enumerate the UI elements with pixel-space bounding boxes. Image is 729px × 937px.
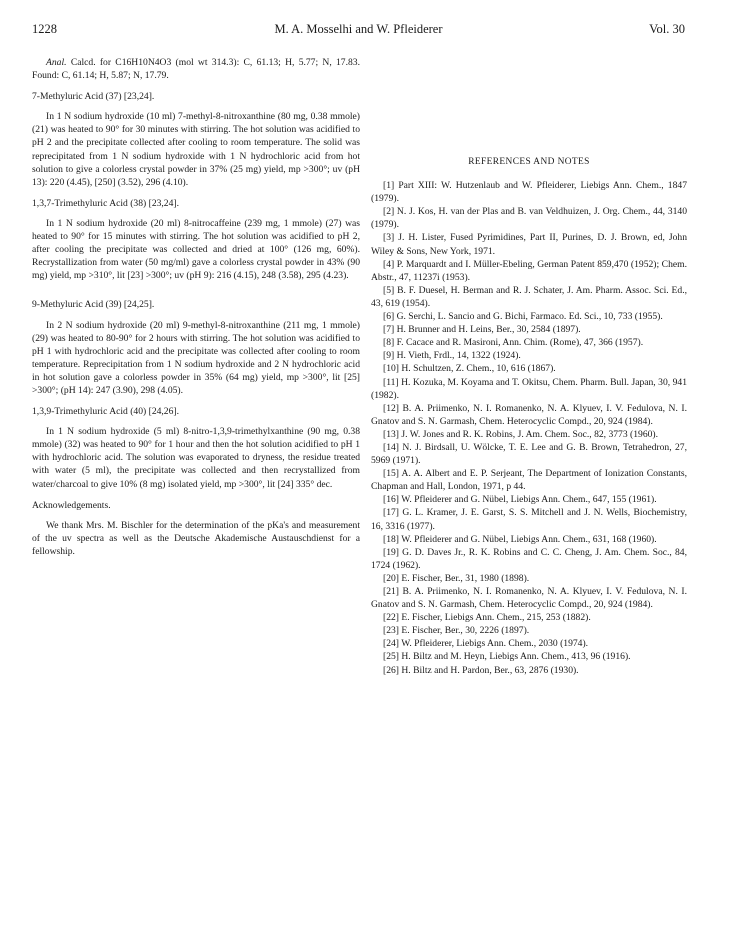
section-title: 7-Methyluric Acid (37) [23,24]. <box>32 91 155 103</box>
section-body: In 1 N sodium hydroxide (20 ml) 8-nitrocaffeine (239 mg, 1 mmole) (27) was heated to 90° for 15 minutes with stirring. The hot solution was acidified to pH 2, after cooling the precipitate was collected and dried at 100° (126 mg, 60%). Recrystallization from water (50 mg/ml) gave a colorless crystal powder in 43% (90 mg) yield, mp >310°, lit [23] >300°; uv (pH 9): 216 (4.15), 248 (3.58), 295 (4.23). <box>32 217 360 282</box>
reference-item: [26] H. Biltz and H. Pardon, Ber., 63, 2876 (1930). <box>383 664 579 676</box>
reference-item: [10] H. Schultzen, Z. Chem., 10, 616 (1867). <box>383 363 556 375</box>
reference-item: [2] N. J. Kos, H. van der Plas and B. van Veldhuizen, J. Org. Chem., 44, 3140 (1979). <box>371 206 687 231</box>
references-list <box>371 179 687 677</box>
analysis-label: Anal. <box>46 57 67 68</box>
reference-item: [24] W. Pfleiderer, Liebigs Ann. Chem., 2030 (1974). <box>383 638 589 650</box>
reference-item: [6] G. Serchi, L. Sancio and G. Bichi, Farmaco. Ed. Sci., 10, 733 (1955). <box>383 311 663 323</box>
reference-item: [13] J. W. Jones and R. K. Robins, J. Am. Chem. Soc., 82, 3773 (1960). <box>383 428 659 440</box>
reference-item: [18] W. Pfleiderer and G. Nübel, Liebigs Ann. Chem., 631, 168 (1960). <box>383 533 657 545</box>
running-header <box>32 22 685 40</box>
reference-item: [17] G. L. Kramer, J. E. Garst, S. S. Mitchell and J. N. Wells, Biochemistry, 16, 3316 (1977). <box>371 507 687 532</box>
analysis-paragraph <box>32 56 360 82</box>
section-body: In 2 N sodium hydroxide (20 ml) 9-methyl-8-nitroxanthine (211 mg, 1 mmole) (29) was heated to 80-90° for 2 hours with stirring. The hot solution was acidified to pH 1 with hydrochloric acid and the precipitate was collected after cooling to room temperature. Reprecipitation from 1 N sodium hydroxide and 2 N hydrochloric acid in hot solution gave a colorless powder in 35% (64 mg) yield, mp >300°, lit [25] >300°; (pH 14): 247 (3.90), 298 (4.05). <box>32 319 360 396</box>
page-number: 1228 <box>32 22 57 36</box>
reference-item: [5] B. F. Duesel, H. Berman and R. J. Schater, J. Am. Pharm. Assoc. Sci. Ed., 43, 619 (1954). <box>371 284 687 309</box>
reference-item: [9] H. Vieth, Frdl., 14, 1322 (1924). <box>383 350 521 362</box>
reference-item: [8] F. Cacace and R. Masironi, Ann. Chim. (Rome), 47, 366 (1957). <box>383 337 644 349</box>
reference-item: [3] J. H. Lister, Fused Pyrimidines, Part II, Purines, D. J. Brown, ed, John Wiley & Sons, New York, 1971. <box>371 232 687 257</box>
references-title: REFERENCES AND NOTES <box>468 157 590 167</box>
section-body: In 1 N sodium hydroxide (5 ml) 8-nitro-1,3,9-trimethylxanthine (90 mg, 0.38 mmole) (32) was heated to 90° for 1 hour and then the hot solution acidified to pH 1 with hydrochloric acid. The solution was evaporated to dryness, the residue treated with water (5 ml), the precipitate was collected and then recrystallized from water/charcoal to give 10% (8 mg) isolated yield, mp >300°, lit [24] 335° dec. <box>32 426 360 490</box>
reference-item: [19] G. D. Daves Jr., R. K. Robins and C. C. Cheng, J. Am. Chem. Soc., 84, 1724 (1962). <box>371 546 687 571</box>
right-column <box>371 56 687 677</box>
reference-item: [15] A. A. Albert and E. P. Serjeant, The Department of Ionization Constants, Chapman and Hall, London, 1971, p 44. <box>371 468 687 493</box>
reference-item: [21] B. A. Priimenko, N. I. Romanenko, N. A. Klyuev, I. V. Fedulova, N. I. Gnatov and S. N. Garmash, Chem. Heterocyclic Compd., 20, 924 (1984). <box>371 586 687 611</box>
section-title: 9-Methyluric Acid (39) [24,25]. <box>32 299 155 311</box>
reference-item: [16] W. Pfleiderer and G. Nübel, Liebigs Ann. Chem., 647, 155 (1961). <box>383 494 657 506</box>
reference-item: [12] B. A. Priimenko, N. I. Romanenko, N. A. Klyuev, I. V. Fedulova, N. I. Gnatov and S. N. Garmash, Chem. Heterocyclic Compd., 20, 924 (1984). <box>371 402 687 427</box>
running-authors: M. A. Mosselhi and W. Pfleiderer <box>274 22 443 36</box>
section-body: In 1 N sodium hydroxide (10 ml) 7-methyl-8-nitroxanthine (80 mg, 0.38 mmole) (21) was heated to 90° for 30 minutes with stirring. The hot solution was acidified to pH 2 and the precipitate collected after cooling to room temperature. The solid was reprecipitated from 1 N sodium hydroxide with 1 N hydrochloric acid from hot solution to give a colorless crystal powder in 37% (25 mg) yield, mp >300°; uv (pH 13): 220 (4.45), [250] (3.52), 296 (4.10). <box>32 111 360 188</box>
section-title: 1,3,9-Trimethyluric Acid (40) [24,26]. <box>32 406 179 418</box>
analysis-text: Calcd. for C16H10N4O3 (mol wt 314.3): C, 61.13; H, 5.77; N, 17.83. Found: C, 61.14; H, 5.87; N, 17.79. <box>32 57 360 82</box>
acknowledgements-body: We thank Mrs. M. Bischler for the determination of the pKa's and measurement of the uv spectra as well as the Deutsche Akademische Austauschdienst for a fellowship. <box>32 519 360 557</box>
reference-item: [23] E. Fischer, Ber., 30, 2226 (1897). <box>383 625 530 637</box>
reference-item: [25] H. Biltz and M. Heyn, Liebigs Ann. Chem., 413, 96 (1916). <box>383 651 631 663</box>
reference-item: [1] Part XIII: W. Hutzenlaub and W. Pfleiderer, Liebigs Ann. Chem., 1847 (1979). <box>371 180 687 205</box>
reference-item: [7] H. Brunner and H. Leins, Ber., 30, 2584 (1897). <box>383 324 581 336</box>
acknowledgements-title: Acknowledgements. <box>32 499 111 511</box>
volume-label: Vol. 30 <box>649 22 685 36</box>
section-title: 1,3,7-Trimethyluric Acid (38) [23,24]. <box>32 197 179 209</box>
reference-item: [22] E. Fischer, Liebigs Ann. Chem., 215, 253 (1882). <box>383 612 591 624</box>
reference-item: [11] H. Kozuka, M. Koyama and T. Okitsu, Chem. Pharm. Bull. Japan, 30, 941 (1982). <box>371 376 687 401</box>
reference-item: [20] E. Fischer, Ber., 31, 1980 (1898). <box>383 572 530 584</box>
reference-item: [4] P. Marquardt and I. Müller-Ebeling, German Patent 859,470 (1952); Chem. Abstr., 47, 11237i (1953). <box>371 258 687 283</box>
reference-item: [14] N. J. Birdsall, U. Wölcke, T. E. Lee and G. B. Brown, Tetrahedron, 27, 5969 (1971). <box>371 441 687 467</box>
left-column <box>32 56 360 558</box>
